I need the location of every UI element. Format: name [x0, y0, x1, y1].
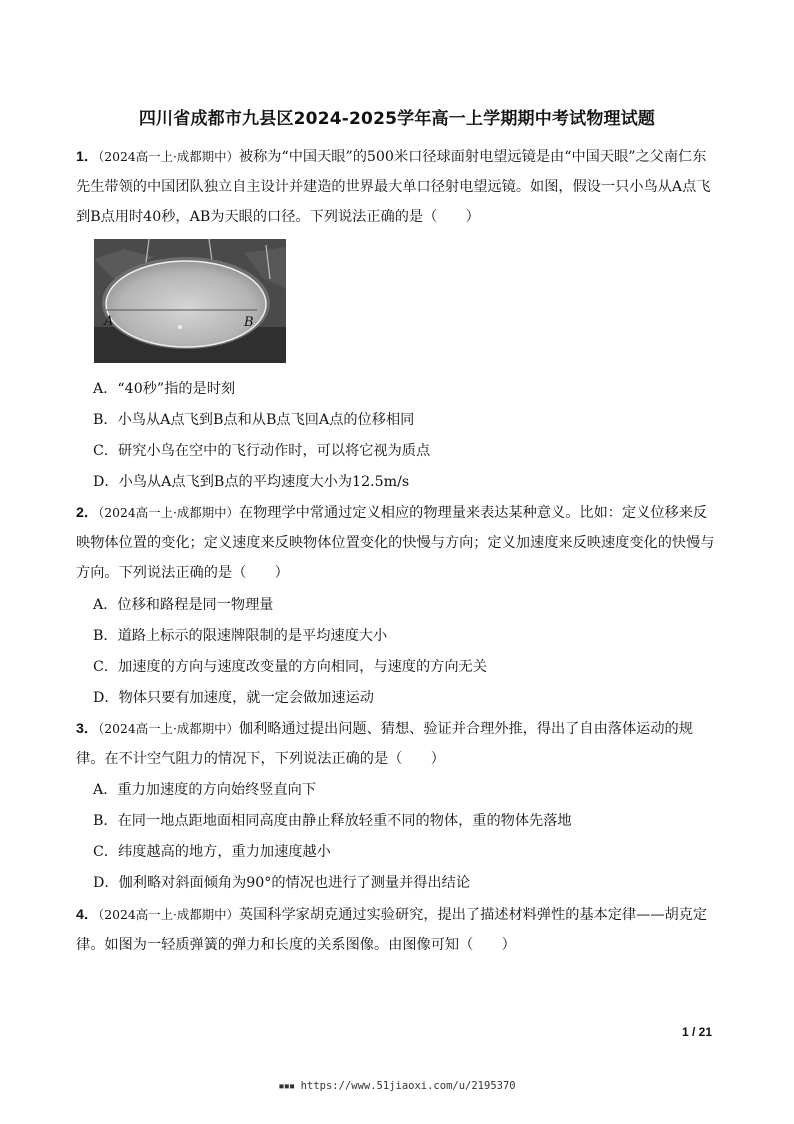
footer-watermark [0, 1080, 794, 1092]
question-4 [76, 900, 716, 960]
question-number: 4． [76, 907, 99, 923]
question-1 [76, 142, 716, 232]
page-number: 1 / 21 [681, 1025, 712, 1039]
option-1c: C．研究小鸟在空中的飞行动作时，可以将它视为质点 [93, 443, 431, 459]
question-stem: 在物理学中常通过定义相应的物理量来表达某种意义。比如：定义位移来反映物体位置的变化；定义速度来反映物体位置变化的快慢与方向；定义加速度来反映速度变化的快慢与方向。下列说法正确的是（ ） [76, 505, 715, 581]
question-3 [76, 714, 716, 774]
option-3b: B．在同一地点距地面相同高度由静止释放轻重不同的物体，重的物体先落地 [93, 813, 572, 829]
option-2a: A．位移和路程是同一物理量 [93, 597, 274, 613]
option-1d: D．小鸟从A点飞到B点的平均速度大小为12.5m/s [93, 474, 410, 490]
fast-telescope-figure [94, 239, 286, 363]
question-number: 1． [76, 149, 99, 165]
option-1b: B．小鸟从A点飞到B点和从B点飞回A点的位移相同 [93, 412, 415, 428]
question-source: （2024高一上·成都期中） [98, 149, 239, 164]
point-a-label: A [104, 314, 114, 329]
question-stem: 伽利略通过提出问题、猜想、验证并合理外推，得出了自由落体运动的规律。在不计空气阻力的情况下，下列说法正确的是（ ） [76, 721, 693, 767]
question-number: 2． [76, 505, 99, 521]
point-b-label: B [244, 315, 254, 330]
footer-url-link[interactable]: https://www.51jiaoxi.com/u/2195370 [300, 1080, 516, 1092]
option-2b: B．道路上标示的限速牌限制的是平均速度大小 [93, 628, 388, 644]
option-3d: D．伽利略对斜面倾角为90°的情况也进行了测量并得出结论 [93, 875, 471, 891]
option-1a: A．“40秒”指的是时刻 [93, 381, 236, 397]
option-2d: D．物体只要有加速度，就一定会做加速运动 [93, 690, 374, 706]
telescope-photo [94, 239, 286, 363]
option-3a: A．重力加速度的方向始终竖直向下 [93, 782, 317, 798]
option-3c: C．纬度越高的地方，重力加速度越小 [93, 844, 331, 860]
document-title: 四川省成都市九县区2024-2025学年高一上学期期中考试物理试题 [138, 109, 656, 129]
question-stem: 英国科学家胡克通过实验研究，提出了描述材料弹性的基本定律——胡克定律。如图为一轻质弹簧的弹力和长度的关系图像。由图像可知（ ） [76, 907, 708, 953]
question-source: （2024高一上·成都期中） [98, 907, 239, 922]
question-2 [76, 498, 716, 588]
option-2c: C．加速度的方向与速度改变量的方向相同，与速度的方向无关 [93, 659, 487, 675]
question-source: （2024高一上·成都期中） [98, 505, 239, 520]
footer-dots-icon: ▪▪▪ [278, 1080, 295, 1092]
question-source: （2024高一上·成都期中） [98, 721, 239, 736]
question-stem: 被称为“中国天眼”的500米口径球面射电望远镜是由“中国天眼”之父南仁东先生带领的中国团队独立自主设计并建造的世界最大单口径射电望远镜。如图，假设一只小鸟从A点飞到B点用时40秒，AB为天眼的口径。下列说法正确的是（ ） [76, 149, 711, 225]
question-number: 3． [76, 721, 99, 737]
